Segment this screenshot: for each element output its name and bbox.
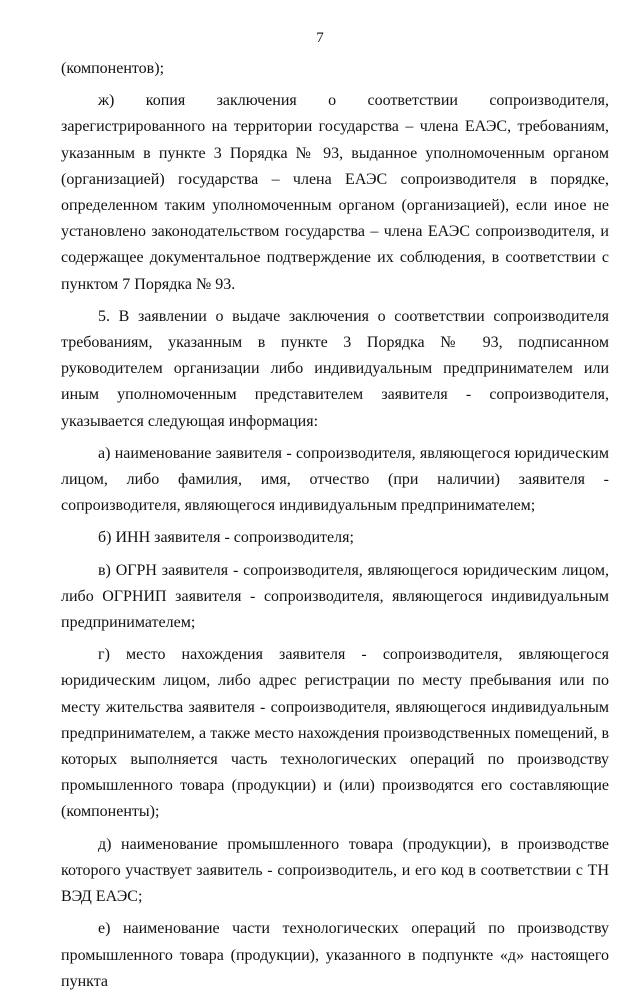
paragraph-item-b: б) ИНН заявителя - сопроизводителя; — [98, 529, 354, 547]
paragraph-item-v: в) ОГРН заявителя - сопроизводителя, являющегося юридическим лицом, либо ОГРНИП заявителя - сопроизводителя, являющегося индивидуальным предпринимателем; — [61, 561, 609, 632]
paragraph-item-a: а) наименование заявителя - сопроизводителя, являющегося юридическим лицом, либо фамилия, имя, отчество (при наличии) заявителя - сопроизводителя, являющегося индивидуальным предпринимателем; — [61, 444, 609, 515]
paragraph-item-zh: ж) копия заключения о соответствии сопроизводителя, зарегистрированного на территории государства – члена ЕАЭС, требованиям, указанным в пункте 3 Порядка № 93, выданное уполномоченным органом (организацией) государства – члена ЕАЭС сопроизводителя в порядке, определенном таким уполномоченным органом (организацией), если иное не установлено законодательством государства – члена ЕАЭС сопроизводителя, и содержащее документальное подтверждение их соблюдения, в соответствии с пунктом 7 Порядка № 93. — [61, 92, 609, 293]
page-number: 7 — [316, 30, 324, 46]
paragraph-clause-5: 5. В заявлении о выдаче заключения о соответствии сопроизводителя требованиям, указанным в пункте 3 Порядка № 93, подписанном руководителем организации либо индивидуальным предпринимателем или иным уполномоченным представителем заявителя - сопроизводителя, указывается следующая информация: — [61, 307, 609, 430]
paragraph-item-g: г) место нахождения заявителя - сопроизводителя, являющегося юридическим лицом, либо адрес регистрации по месту пребывания или по месту жительства заявителя - сопроизводителя, являющегося индивидуальным предпринимателем, а также место нахождения производственных помещений, в которых выполняется часть технологических операций по производству промышленного товара (продукции) и (или) производятся его составляющие (компоненты); — [61, 646, 609, 821]
paragraph-continuation: (компонентов); — [61, 60, 165, 77]
paragraph-item-e: е) наименование части технологических операций по производству промышленного товара (продукции), указанного в подпункте «д» настоящего пункта — [61, 920, 609, 990]
document-body — [61, 56, 609, 995]
paragraph-item-d: д) наименование промышленного товара (продукции), в производстве которого участвует заявитель - сопроизводитель, и его код в соответствии с ТН ВЭД ЕАЭС; — [61, 835, 609, 906]
